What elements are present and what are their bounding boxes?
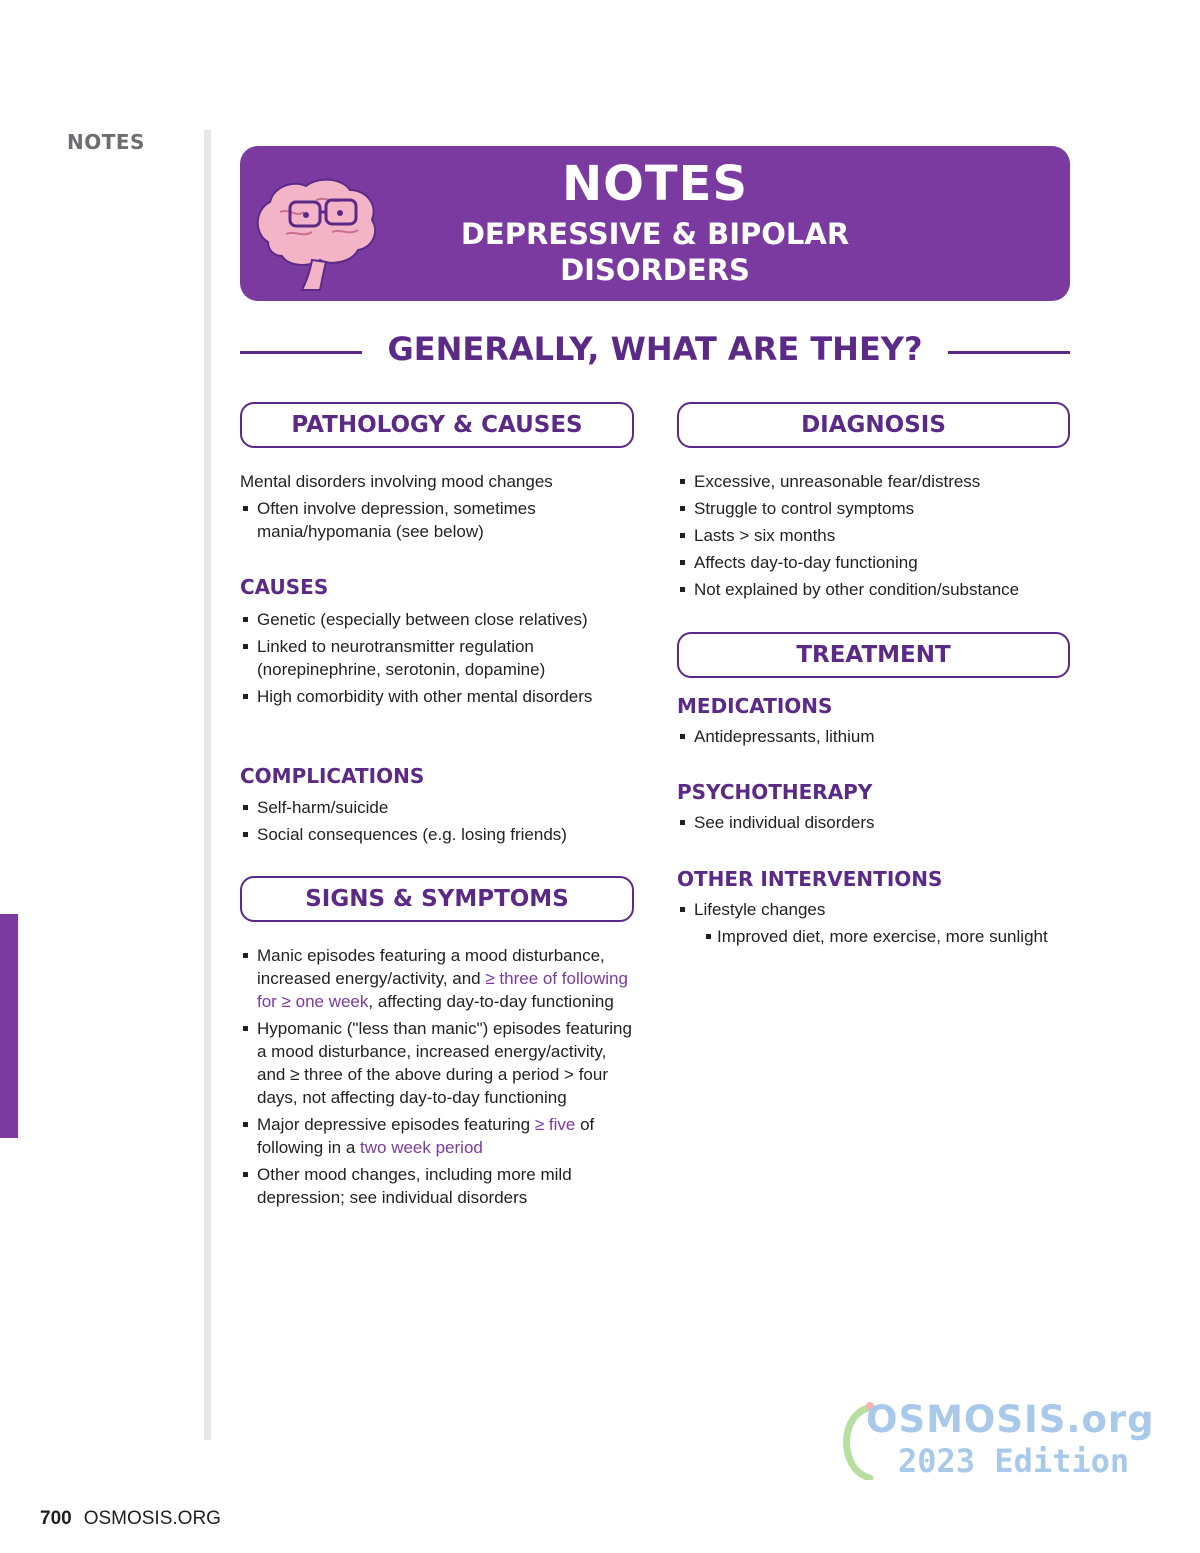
heading-rule-left <box>240 351 362 354</box>
list-item: Major depressive episodes featuring ≥ five of following in a two week period <box>240 1113 635 1159</box>
side-section-label: NOTES <box>67 130 145 154</box>
title-banner <box>240 146 1070 301</box>
list-item: High comorbidity with other mental disorders <box>240 685 640 708</box>
complications-list <box>240 796 640 850</box>
banner-title: NOTES <box>561 156 749 212</box>
banner-subtitle-line1: DEPRESSIVE & BIPOLAR <box>460 217 850 251</box>
page-number: 700 <box>40 1508 72 1529</box>
causes-header: CAUSES <box>240 575 329 599</box>
section-heading-text: GENERALLY, WHAT ARE THEY? <box>387 330 923 368</box>
other-interventions-list <box>677 898 1067 952</box>
medications-header: MEDICATIONS <box>677 694 833 718</box>
pathology-content <box>240 470 640 547</box>
list-item: Linked to neurotransmitter regulation (norepinephrine, serotonin, dopamine) <box>240 635 640 681</box>
heading-rule-right <box>948 351 1070 354</box>
signs-list <box>240 944 635 1213</box>
list-item: Excessive, unreasonable fear/distress <box>677 470 1077 493</box>
highlight-text: two week period <box>360 1138 483 1157</box>
list-item: Often involve depression, sometimes mania/hypomania (see below) <box>240 497 640 543</box>
section-heading <box>240 330 1070 374</box>
list-item: Not explained by other condition/substance <box>677 578 1077 601</box>
list-item: Lifestyle changes <box>677 898 1067 921</box>
highlight-text: ≥ three of following for ≥ one week <box>257 969 628 1011</box>
list-item: Other mood changes, including more mild depression; see individual disorders <box>240 1163 635 1209</box>
signs-header: SIGNS & SYMPTOMS <box>240 876 634 922</box>
list-item: Antidepressants, lithium <box>677 725 1077 748</box>
page-footer <box>40 1508 221 1530</box>
watermark-brand: OSMOSIS.org <box>866 1398 1155 1441</box>
banner-subtitle-line2: DISORDERS <box>560 253 750 287</box>
complications-header: COMPLICATIONS <box>240 764 425 788</box>
list-item: Affects day-to-day functioning <box>677 551 1077 574</box>
chapter-tab <box>0 914 18 1138</box>
list-item: Social consequences (e.g. losing friends) <box>240 823 640 846</box>
watermark-edition: 2023 Edition <box>898 1442 1130 1480</box>
list-item: See individual disorders <box>677 811 1077 834</box>
list-item: Manic episodes featuring a mood disturbance, increased energy/activity, and ≥ three of following for ≥ one week, affecting day-to-day functioning <box>240 944 635 1013</box>
footer-site: OSMOSIS.ORG <box>83 1508 221 1529</box>
causes-list <box>240 608 640 712</box>
side-divider <box>204 130 211 1440</box>
other-interventions-header: OTHER INTERVENTIONS <box>677 867 943 891</box>
psychotherapy-list <box>677 811 1077 838</box>
list-item: Struggle to control symptoms <box>677 497 1077 520</box>
medications-list <box>677 725 1077 752</box>
list-item: Self-harm/suicide <box>240 796 640 819</box>
list-subitem: Improved diet, more exercise, more sunlight <box>703 925 1067 948</box>
highlight-text: ≥ five <box>534 1115 576 1134</box>
list-item: Genetic (especially between close relatives) <box>240 608 640 631</box>
banner-subtitle <box>240 216 1070 288</box>
psychotherapy-header: PSYCHOTHERAPY <box>677 780 873 804</box>
pathology-intro: Mental disorders involving mood changes <box>240 472 553 491</box>
osmosis-watermark <box>838 1396 1155 1508</box>
list-item: Hypomanic ("less than manic") episodes featuring a mood disturbance, increased energy/activity, and ≥ three of the above during a period > four days, not affecting day-to-day functioning <box>240 1017 635 1109</box>
diagnosis-header: DIAGNOSIS <box>677 402 1070 448</box>
pathology-header: PATHOLOGY & CAUSES <box>240 402 634 448</box>
treatment-header: TREATMENT <box>677 632 1070 678</box>
list-item: Lasts > six months <box>677 524 1077 547</box>
diagnosis-list <box>677 470 1077 605</box>
